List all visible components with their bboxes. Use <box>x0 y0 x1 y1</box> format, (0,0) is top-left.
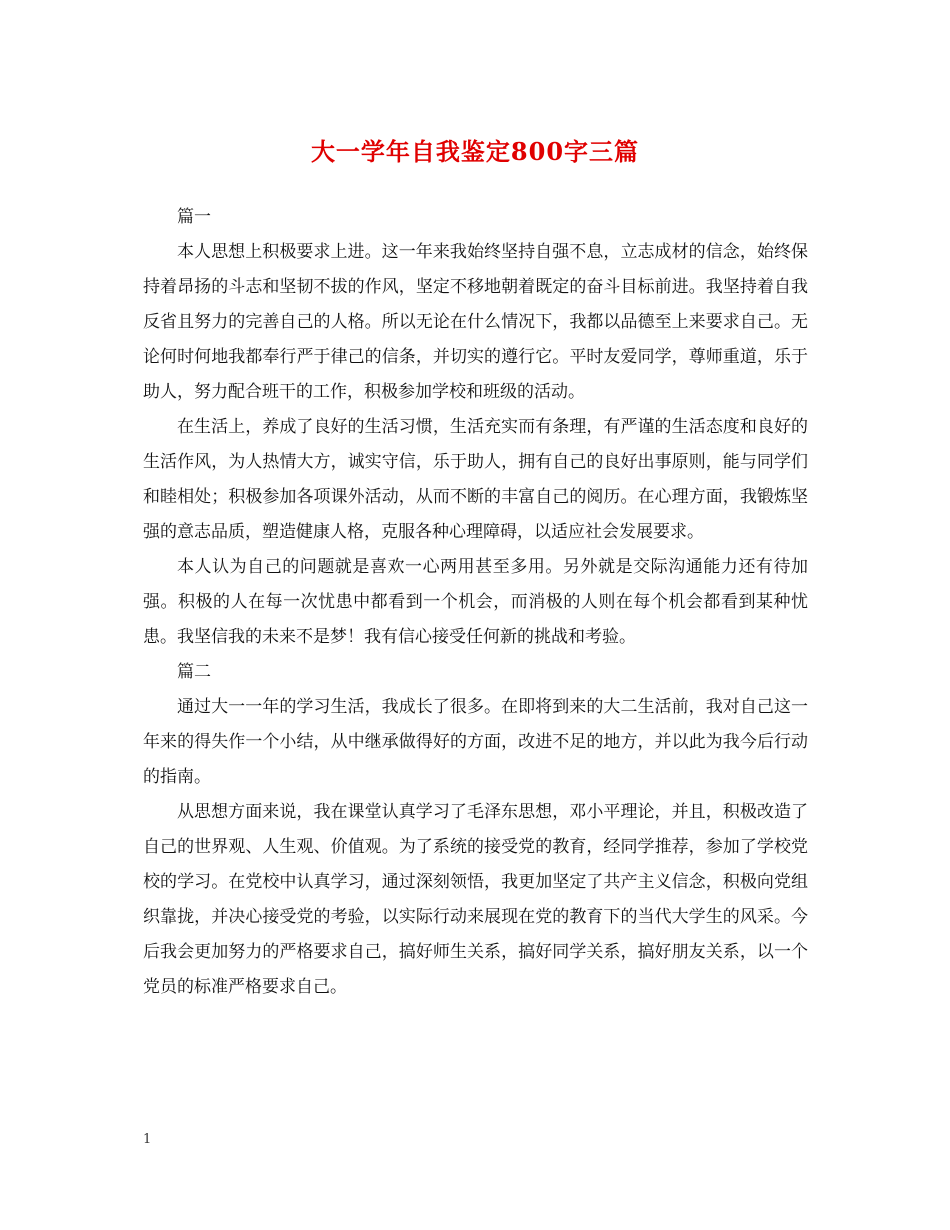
paragraph: 在生活上，养成了良好的生活习惯，生活充实而有条理，有严谨的生活态度和良好的生活作风，为人热情大方，诚实守信，乐于助人，拥有自己的良好出事原则，能与同学们和睦相处；积极参加各项课外活动，从而不断的丰富自己的阅历。在心理方面，我锻炼坚强的意志品质，塑造健康人格，克服各种心理障碍，以适应社会发展要求。 <box>143 417 808 542</box>
paragraph: 本人思想上积极要求上进。这一年来我始终坚持自强不息，立志成材的信念，始终保持着昂扬的斗志和坚韧不拔的作风，坚定不移地朝着既定的奋斗目标前进。我坚持着自我反省且努力的完善自己的人格。所以无论在什么情况下，我都以品德至上来要求自己。无论何时何地我都奉行严于律己的信条，并切实的遵行它。平时友爱同学，尊师重道，乐于助人，努力配合班干的工作，积极参加学校和班级的活动。 <box>143 242 808 402</box>
section-heading-1: 篇一 <box>177 207 211 227</box>
paragraph: 从思想方面来说，我在课堂认真学习了毛泽东思想，邓小平理论，并且，积极改造了自己的世界观、人生观、价值观。为了系统的接受党的教育，经同学推荐，参加了学校党校的学习。在党校中认真学习，通过深刻领悟，我更加坚定了共产主义信念，积极向党组织靠拢，并决心接受党的考验，以实际行动来展现在党的教育下的当代大学生的风采。今后我会更加努力的严格要求自己，搞好师生关系，搞好同学关系，搞好朋友关系，以一个党员的标准严格要求自己。 <box>143 802 808 997</box>
section-heading-2: 篇二 <box>177 662 211 682</box>
document-body <box>143 200 808 1005</box>
paragraph: 通过大一一年的学习生活，我成长了很多。在即将到来的大二生活前，我对自己这一年来的得失作一个小结，从中继承做得好的方面，改进不足的地方，并以此为我今后行动的指南。 <box>143 697 808 787</box>
page-number: 1 <box>143 1132 152 1147</box>
document-title: 大一学年自我鉴定800字三篇 <box>310 137 640 166</box>
paragraph: 本人认为自己的问题就是喜欢一心两用甚至多用。另外就是交际沟通能力还有待加强。积极的人在每一次忧患中都看到一个机会，而消极的人则在每个机会都看到某种忧患。我坚信我的未来不是梦！我有信心接受任何新的挑战和考验。 <box>143 557 808 647</box>
